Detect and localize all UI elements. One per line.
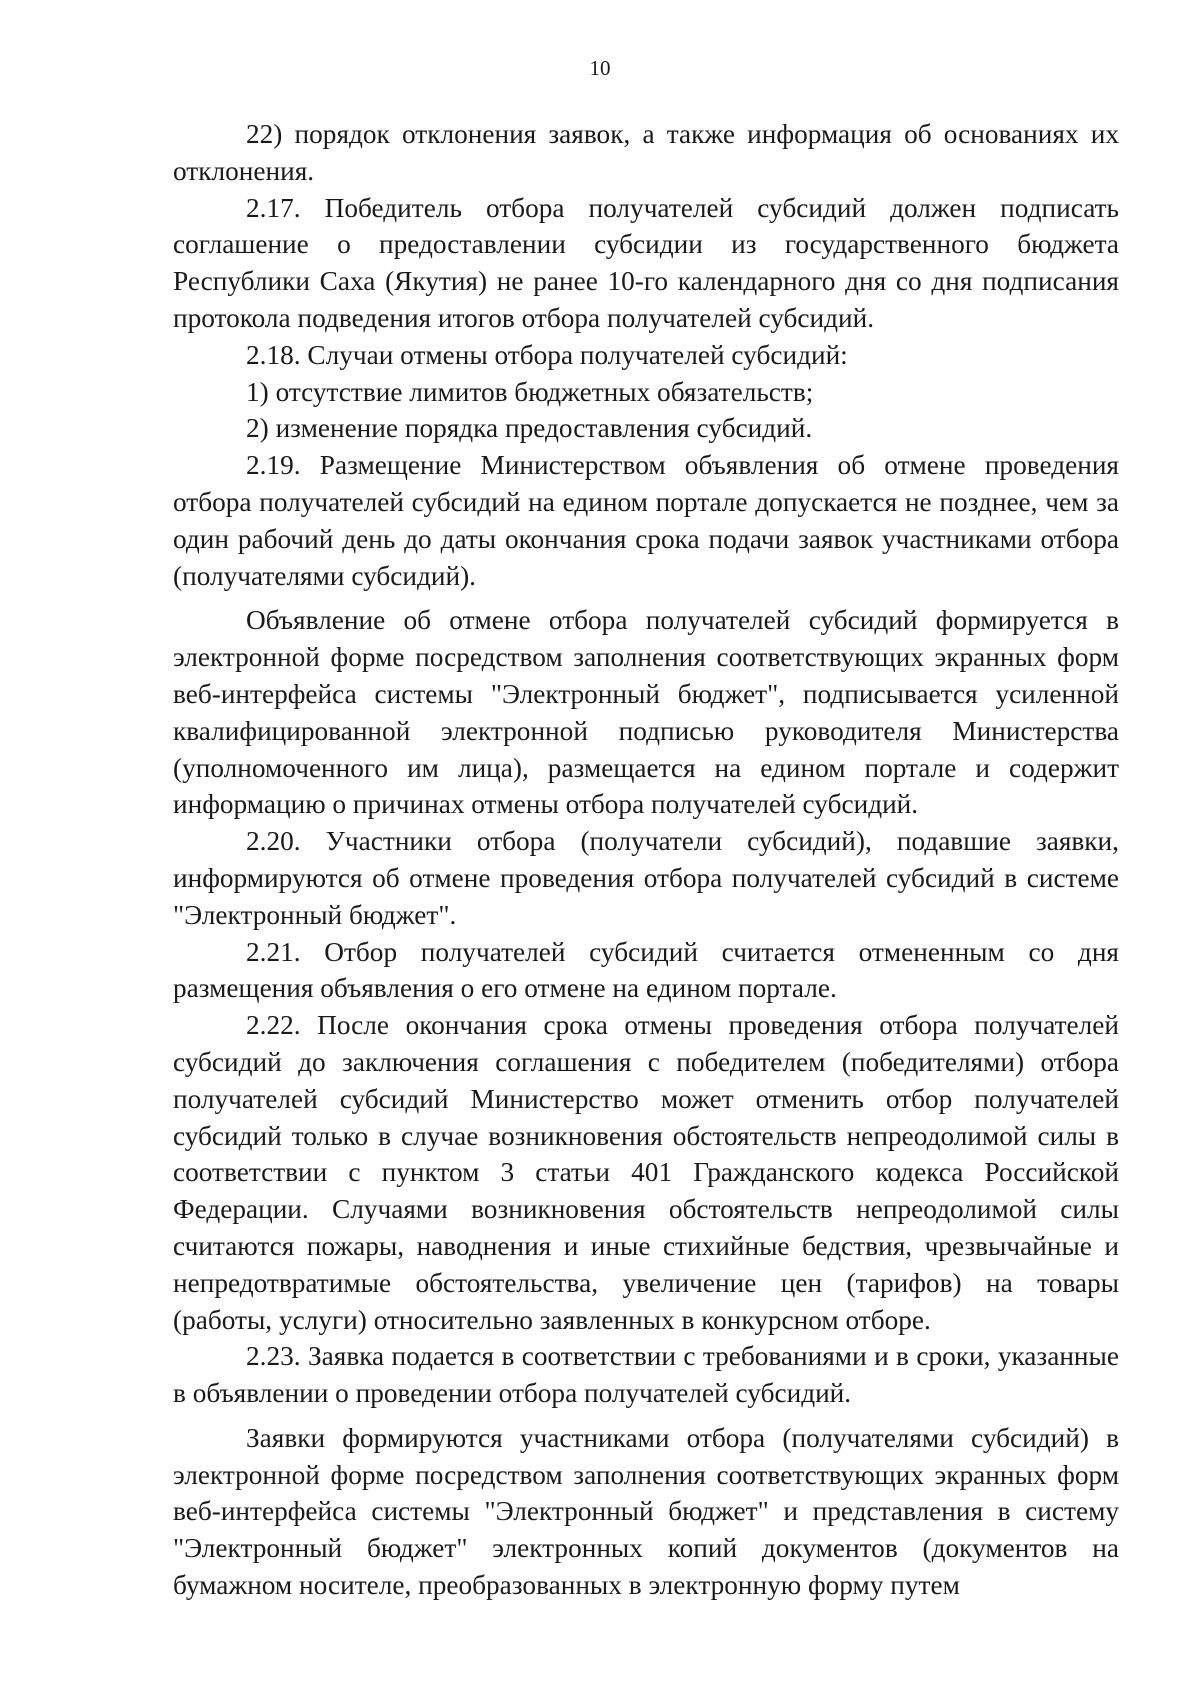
paragraph-2-18-item-1: 1) отсутствие лимитов бюджетных обязательств; <box>246 376 814 407</box>
paragraph-2-18: 2.18. Случаи отмены отбора получателей субсидий: <box>246 339 848 370</box>
page-number: 10 <box>589 56 611 80</box>
paragraph-2-21: 2.21. Отбор получателей субсидий считается отмененным со дня размещения объявления о его отмене на едином портале. <box>173 936 1119 1004</box>
document-body <box>173 116 1119 1604</box>
paragraph-application-submission: Заявки формируются участниками отбора (получателями субсидий) в электронной форме посредством заполнения соответствующих экранных форм веб-интерфейса системы "Электронный бюджет" и представления в систему "Электронный бюджет" электронных копий документов (документов на бумажном носителе, преобразованных в электронную форму путем <box>173 1422 1119 1601</box>
paragraph-22-rejection-procedure: 22) порядок отклонения заявок, а также информация об основаниях их отклонения. <box>173 119 1119 186</box>
paragraph-2-17: 2.17. Победитель отбора получателей субсидий должен подписать соглашение о предоставлении субсидии из государственного бюджета Республики Саха (Якутия) не ранее 10-го календарного дня со дня подписания протокола подведения итогов отбора получателей субсидий. <box>173 192 1119 333</box>
paragraph-2-19: 2.19. Размещение Министерством объявления об отмене проведения отбора получателей субсидий на едином портале допускается не позднее, чем за один рабочий день до даты окончания срока подачи заявок участниками отбора (получателями субсидий). <box>173 450 1119 591</box>
paragraph-cancellation-notice: Объявление об отмене отбора получателей субсидий формируется в электронной форме посредством заполнения соответствующих экранных форм веб-интерфейса системы "Электронный бюджет", подписывается усиленной квалифицированной электронной подписью руководителя Министерства (уполномоченного им лица), размещается на едином портале и содержит информацию о причинах отмены отбора получателей субсидий. <box>173 605 1119 820</box>
paragraph-2-23: 2.23. Заявка подается в соответствии с требованиями и в сроки, указанные в объявлении о проведении отбора получателей субсидий. <box>173 1341 1119 1409</box>
paragraph-2-18-item-2: 2) изменение порядка предоставления субсидий. <box>246 413 813 444</box>
paragraph-2-22: 2.22. После окончания срока отмены проведения отбора получателей субсидий до заключения соглашения с победителем (победителями) отбора получателей субсидий Министерство может отменить отбор получателей субсидий только в случае возникновения обстоятельств непреодолимой силы в соответствии с пунктом 3 статьи 401 Гражданского кодекса Российской Федерации. Случаями возникновения обстоятельств непреодолимой силы считаются пожары, наводнения и иные стихийные бедствия, чрезвычайные и непредотвратимые обстоятельства, увеличение цен (тарифов) на товары (работы, услуги) относительно заявленных в конкурсном отборе. <box>173 1010 1119 1335</box>
paragraph-2-20: 2.20. Участники отбора (получатели субсидий), подавшие заявки, информируются об отмене проведения отбора получателей субсидий в системе "Электронный бюджет". <box>173 826 1119 930</box>
